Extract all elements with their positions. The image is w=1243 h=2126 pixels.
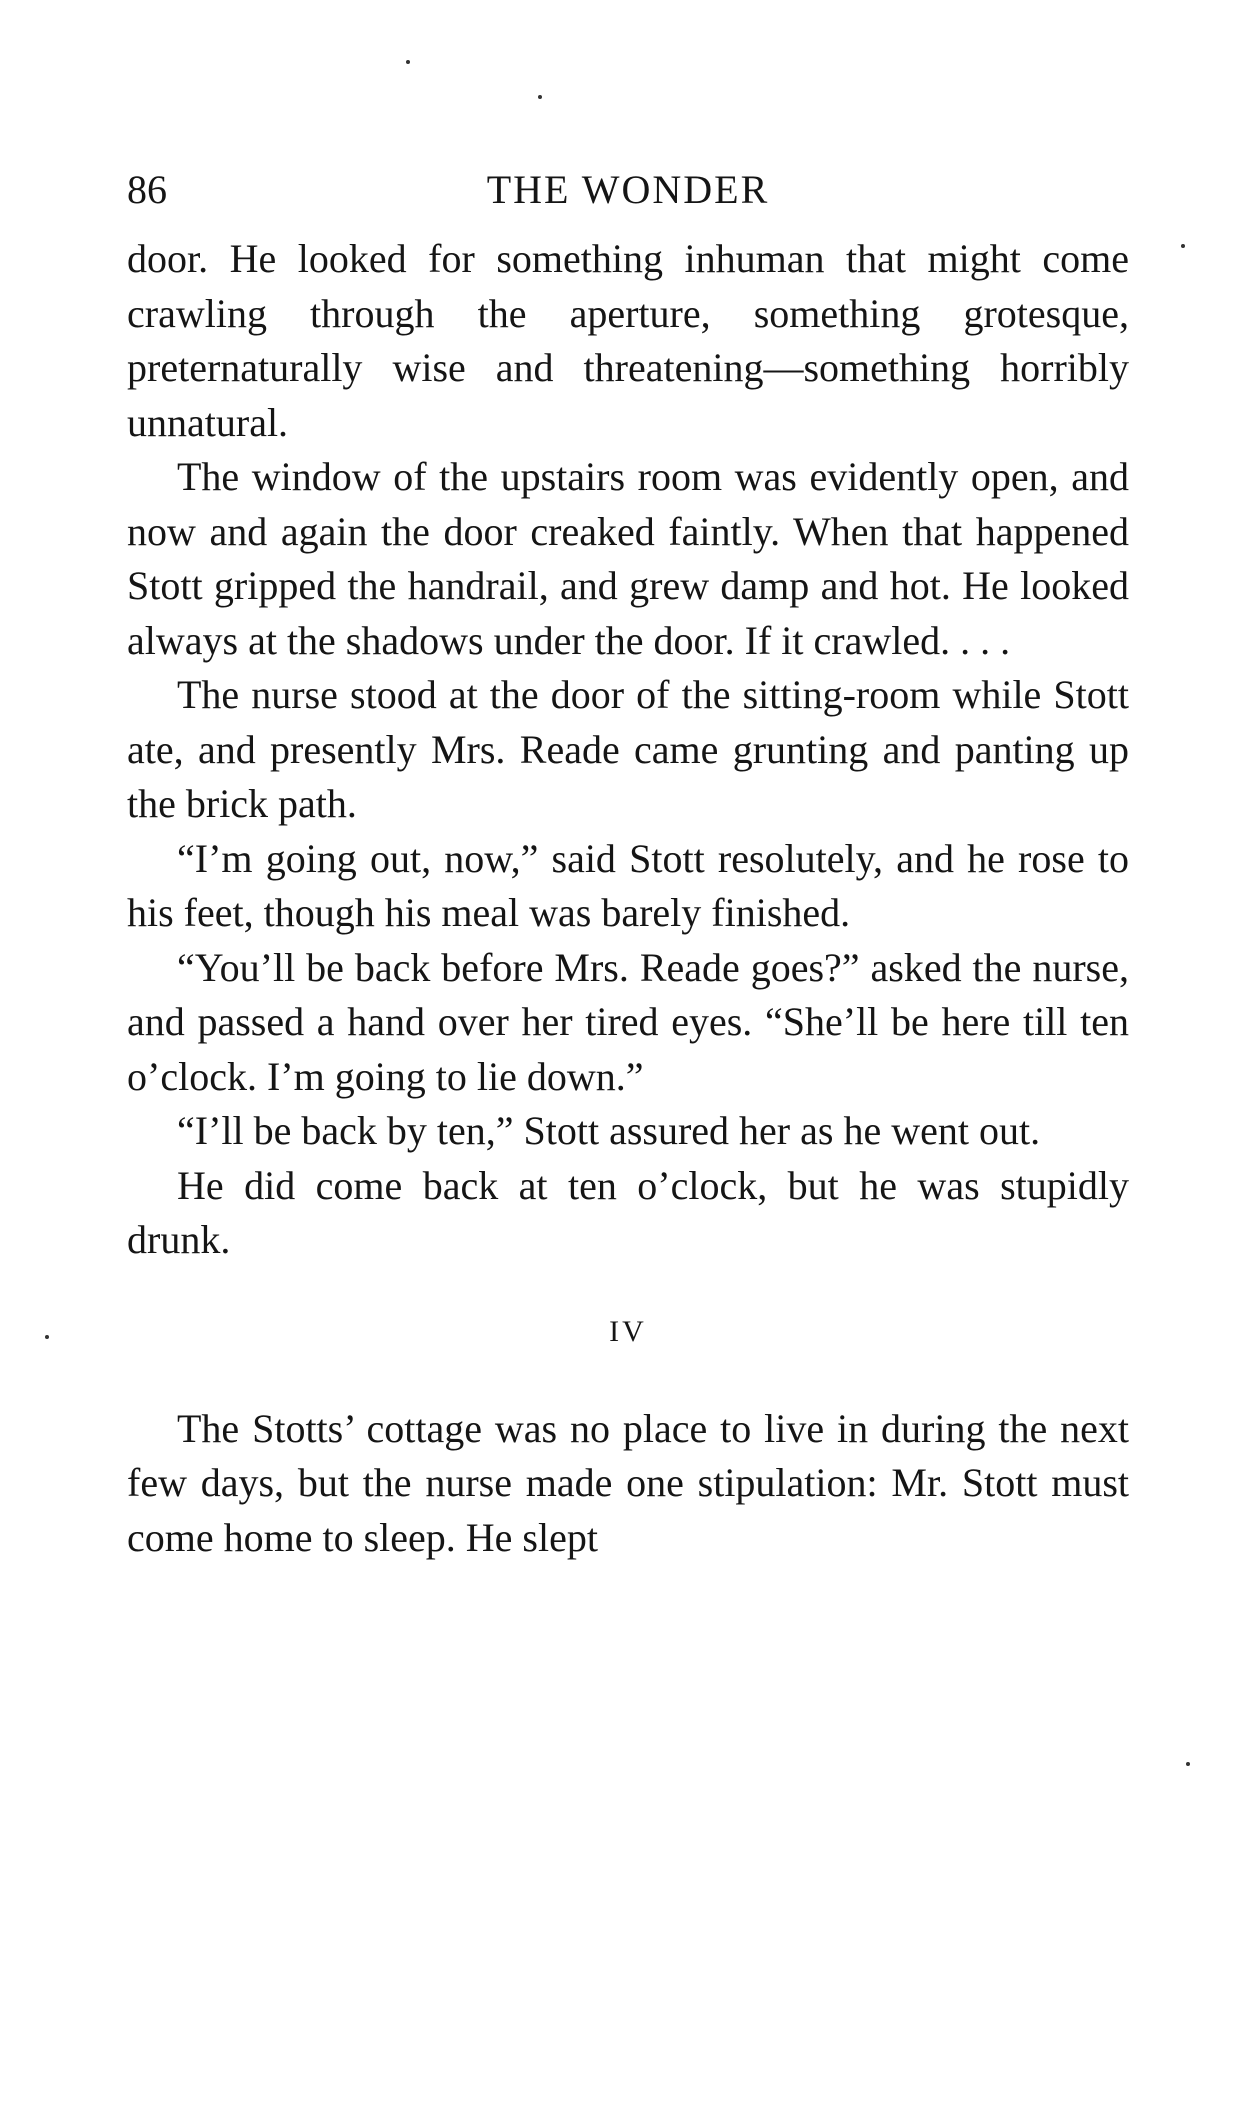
paragraph: The Stotts’ cottage was no place to live in during the next few days, but the nurse made one stipulation: Mr. Stott must come home to sleep. He slept — [127, 1405, 1129, 1560]
paragraph: The window of the upstairs room was evidently open, and now and again the door creaked faintly. When that happened Stott gripped the handrail, and grew damp and hot. He looked always at the shadows under the door. If it crawled. . . . — [127, 454, 1129, 663]
body-text — [127, 232, 1129, 1565]
page-number: 86 — [127, 167, 167, 212]
paragraph: “I’ll be back by ten,” Stott assured her as he went out. — [177, 1108, 1041, 1153]
scan-speck — [45, 1335, 49, 1339]
page-header — [127, 160, 1129, 220]
scan-speck — [406, 60, 410, 64]
page-content — [127, 160, 1129, 1565]
scan-speck — [1186, 1762, 1190, 1766]
paragraph: “You’ll be back before Mrs. Reade goes?” asked the nurse, and passed a hand over her tired eyes. “She’ll be here till ten o’clock. I’m going to lie down.” — [127, 944, 1129, 1099]
running-title: THE WONDER — [486, 167, 770, 212]
paragraph: The nurse stood at the door of the sitting-room while Stott ate, and presently Mrs. Reade came grunting and panting up the brick path. — [127, 672, 1129, 826]
scan-speck — [1181, 244, 1185, 248]
scan-speck — [538, 95, 542, 99]
section-heading: IV — [609, 1314, 647, 1348]
paragraph: door. He looked for something inhuman that might come crawling through the aperture, something grotesque, preternaturally wise and threatening—something horribly unnatural. — [127, 236, 1129, 445]
paragraph: “I’m going out, now,” said Stott resolutely, and he rose to his feet, though his meal was barely finished. — [127, 835, 1129, 935]
paragraph: He did come back at ten o’clock, but he was stupidly drunk. — [127, 1162, 1129, 1262]
